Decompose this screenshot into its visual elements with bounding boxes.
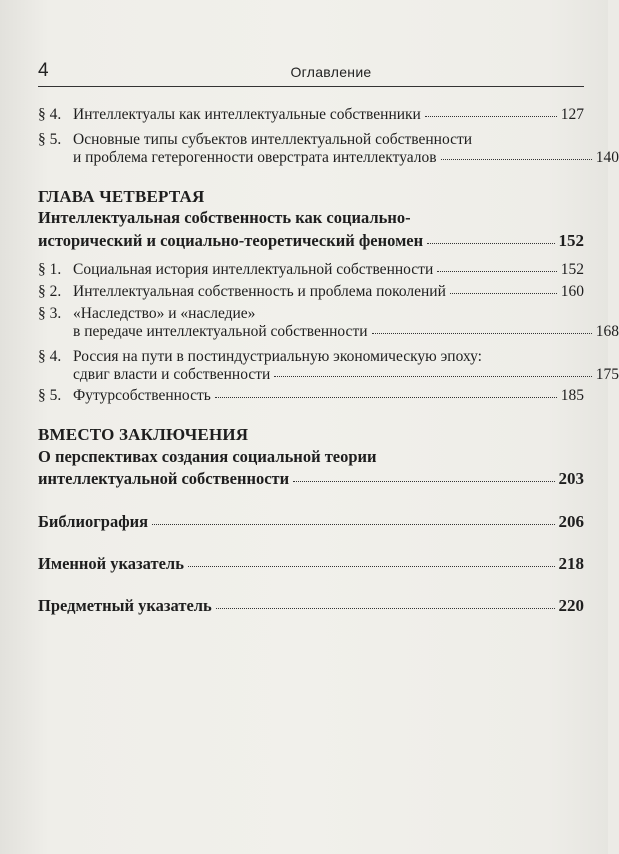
entry-page: 220	[558, 596, 584, 615]
chapter-title	[38, 207, 584, 229]
section-number: § 5.	[38, 131, 62, 148]
header-rule	[38, 86, 584, 87]
entry-title: «Наследство» и «наследие»	[73, 305, 256, 322]
section-number: § 4.	[38, 348, 62, 365]
entry-page: 152	[560, 261, 584, 278]
entry-page: 168	[595, 323, 619, 340]
section-number: § 1.	[38, 261, 62, 278]
toc-entry-continued	[38, 321, 619, 343]
entry-title: Футурсобственность	[73, 387, 211, 404]
entry-title: Именной указатель	[38, 554, 184, 573]
section-number: § 3.	[38, 305, 62, 322]
entry-title: Интеллектуальная собственность и проблема поколений	[73, 283, 446, 300]
chapter-label: ГЛАВА ЧЕТВЕРТАЯ	[38, 187, 205, 206]
entry-title: сдвиг власти и собственности	[73, 366, 271, 383]
section-number: § 4.	[38, 106, 62, 123]
entry-title: в передаче интеллектуальной собственности	[73, 323, 368, 340]
toc-entry-continued	[38, 147, 619, 169]
running-title: Оглавление	[290, 64, 372, 80]
entry-title: Социальная история интеллектуальной собственности	[73, 261, 434, 278]
chapter-heading	[38, 186, 584, 208]
dot-leader	[215, 383, 557, 398]
dot-leader	[372, 319, 592, 334]
entry-title: исторический и социально-теоретический феномен	[38, 231, 424, 250]
dot-leader	[425, 102, 557, 117]
dot-leader	[152, 510, 554, 525]
chapter-title	[38, 446, 584, 468]
entry-title: Предметный указатель	[38, 596, 212, 615]
entry-page: 218	[558, 554, 584, 573]
dot-leader	[450, 279, 557, 294]
chapter-heading	[38, 424, 584, 446]
entry-page: 160	[560, 283, 584, 300]
entry-title: интеллектуальной собственности	[38, 469, 290, 488]
chapter-title-continued	[38, 230, 584, 252]
entry-title: и проблема гетерогенности оверстрата интеллектуалов	[73, 149, 437, 166]
toc-entry-bibliography	[38, 511, 584, 533]
page-header	[38, 58, 584, 84]
entry-page: 206	[558, 512, 584, 531]
dot-leader	[274, 362, 591, 377]
dot-leader	[427, 229, 554, 244]
chapter-label: ВМЕСТО ЗАКЛЮЧЕНИЯ	[38, 425, 249, 444]
toc-entry	[38, 104, 584, 126]
entry-page: 140	[595, 149, 619, 166]
section-number: § 2.	[38, 283, 62, 300]
entry-title: Библиография	[38, 512, 149, 531]
entry-page: 185	[560, 387, 584, 404]
entry-page: 127	[560, 106, 584, 123]
chapter-title-continued	[38, 468, 584, 490]
dot-leader	[188, 552, 555, 567]
dot-leader	[441, 145, 592, 160]
entry-title: Интеллектуалы как интеллектуальные собственники	[73, 106, 421, 123]
dot-leader	[437, 257, 557, 272]
entry-page: 203	[558, 469, 584, 488]
page-number: 4	[38, 60, 49, 81]
toc-entry	[38, 281, 584, 303]
toc-entry-name-index	[38, 553, 584, 575]
toc-entry	[38, 385, 584, 407]
dot-leader	[216, 594, 555, 609]
dot-leader	[293, 467, 554, 482]
entry-page: 152	[558, 231, 584, 250]
toc-entry-subject-index	[38, 595, 584, 617]
entry-page: 175	[595, 366, 619, 383]
toc-entry	[38, 259, 584, 281]
entry-title: О перспективах создания социальной теории	[38, 447, 377, 466]
entry-title: Россия на пути в постиндустриальную экономическую эпоху:	[73, 348, 482, 365]
entry-title: Интеллектуальная собственность как социально-	[38, 208, 411, 227]
section-number: § 5.	[38, 387, 62, 404]
entry-title: Основные типы субъектов интеллектуальной собственности	[73, 131, 473, 148]
